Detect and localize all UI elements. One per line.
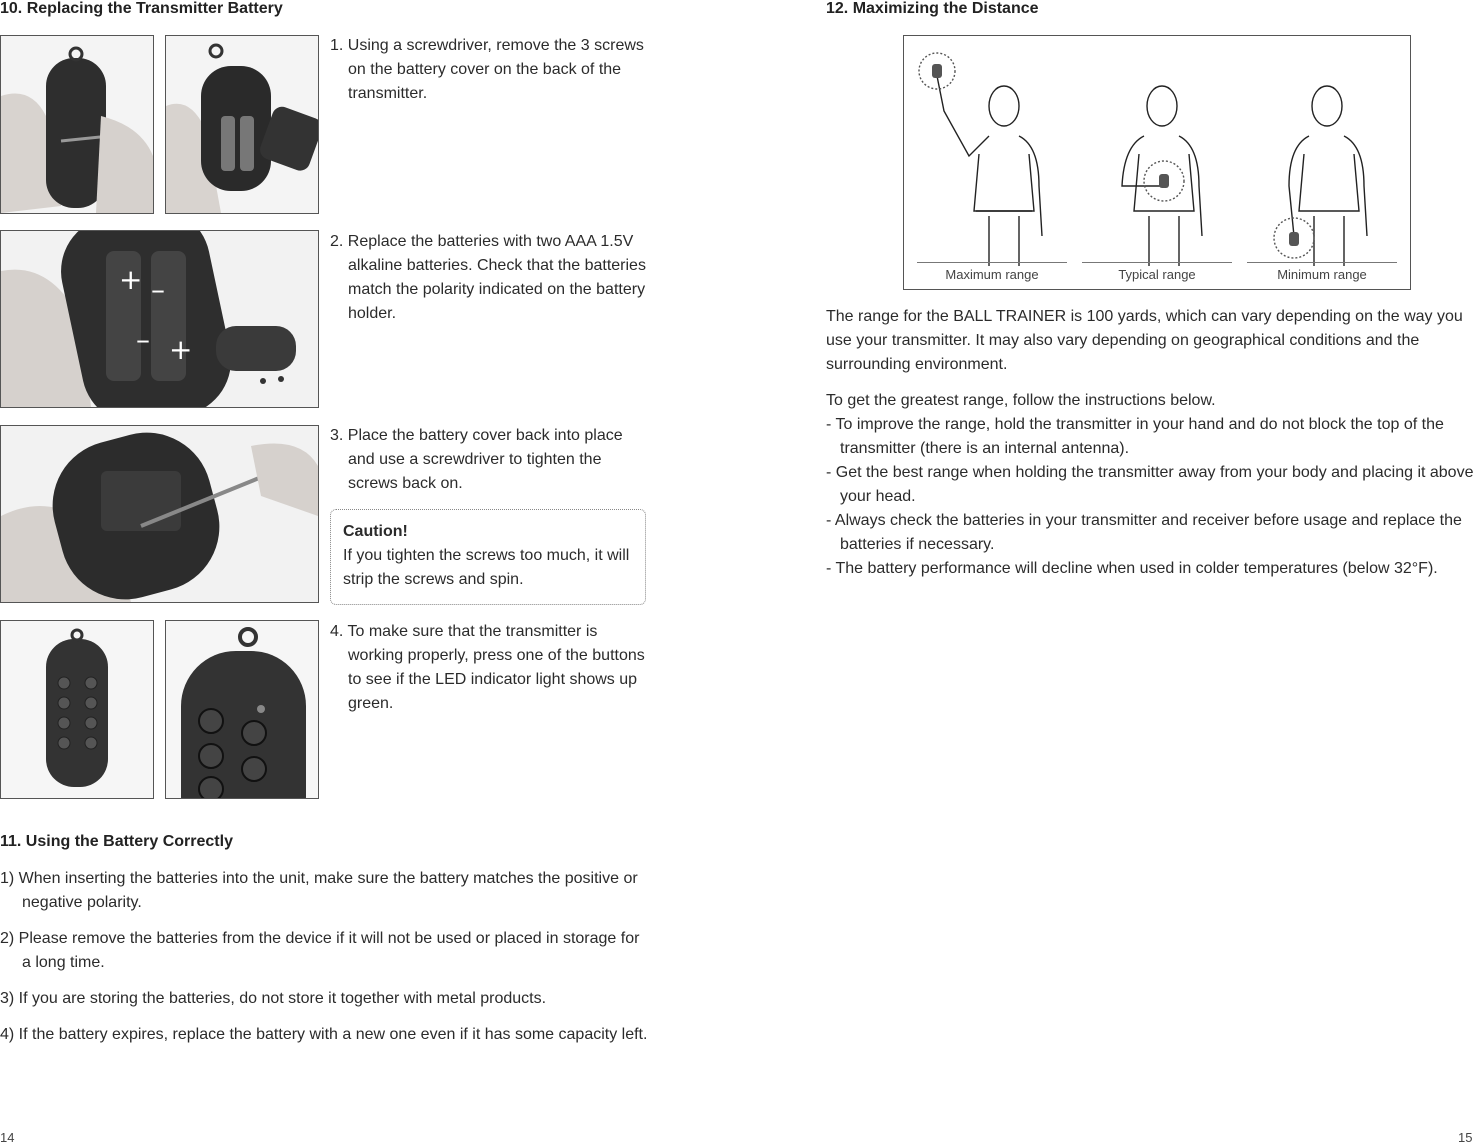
range-line-max bbox=[917, 262, 1067, 263]
label-maximum-range: Maximum range bbox=[945, 267, 1039, 282]
battery-item-3: 3) If you are storing the batteries, do not store it together with metal products. bbox=[0, 990, 547, 1007]
caution-text: If you tighten the screws too much, it will strip the screws and spin. bbox=[343, 547, 630, 588]
svg-text:+: + bbox=[119, 263, 143, 296]
range-line-min bbox=[1247, 262, 1397, 263]
photo-transmitter-closeup bbox=[165, 620, 319, 799]
range-bullet-2: - Get the best range when holding the transmitter away from your body and placing it above your head. bbox=[826, 464, 1474, 505]
step-2: 2. Replace the batteries with two AAA 1.5V alkaline batteries. Check that the batteries match the polarity indicated on the battery holder. bbox=[330, 233, 646, 322]
svg-text:–: – bbox=[151, 273, 165, 306]
photo-battery-polarity bbox=[0, 230, 319, 408]
photo-cover-screwdriver bbox=[0, 425, 319, 603]
section-10-title: 10. Replacing the Transmitter Battery bbox=[0, 0, 283, 17]
step-4: 4. To make sure that the transmitter is working properly, press one of the buttons to see if the LED indicator light shows up green. bbox=[330, 623, 645, 712]
range-bullet-3: - Always check the batteries in your transmitter and receiver before usage and replace the batteries if necessary. bbox=[826, 512, 1462, 553]
battery-item-4: 4) If the battery expires, replace the battery with a new one even if it has some capacity left. bbox=[0, 1026, 648, 1043]
svg-text:+: + bbox=[169, 333, 193, 366]
range-paragraph: The range for the BALL TRAINER is 100 yards, which can vary depending on the way you use your transmitter. It may also vary depending on geographical conditions and the surrounding environment. bbox=[826, 308, 1463, 373]
page-number-left: 14 bbox=[0, 1130, 15, 1145]
caution-title: Caution! bbox=[343, 523, 408, 540]
label-minimum-range: Minimum range bbox=[1277, 267, 1367, 282]
svg-text:–: – bbox=[136, 323, 150, 356]
caution-box bbox=[330, 509, 646, 605]
range-bullet-4: - The battery performance will decline when used in colder temperatures (below 32°F). bbox=[826, 560, 1438, 577]
range-figure bbox=[903, 35, 1411, 290]
range-intro: To get the greatest range, follow the instructions below. bbox=[826, 392, 1216, 409]
step-3: 3. Place the battery cover back into place and use a screwdriver to tighten the screws back on. bbox=[330, 427, 623, 492]
photo-open-battery-compartment bbox=[165, 35, 319, 214]
section-12-title: 12. Maximizing the Distance bbox=[826, 0, 1039, 17]
battery-item-2: 2) Please remove the batteries from the device if it will not be used or placed in storage for a long time. bbox=[0, 930, 640, 971]
battery-item-1: 1) When inserting the batteries into the unit, make sure the battery matches the positive or negative polarity. bbox=[0, 870, 638, 911]
photo-hand-screwdriver-back bbox=[0, 35, 154, 214]
page-number-right: 15 bbox=[1458, 1130, 1473, 1145]
section-11-title: 11. Using the Battery Correctly bbox=[0, 833, 233, 850]
range-line-typical bbox=[1082, 262, 1232, 263]
photo-transmitter-front bbox=[0, 620, 154, 799]
label-typical-range: Typical range bbox=[1118, 267, 1196, 282]
range-bullet-1: - To improve the range, hold the transmitter in your hand and do not block the top of the transmitter (there is an internal antenna). bbox=[826, 416, 1444, 457]
step-1: 1. Using a screwdriver, remove the 3 screws on the battery cover on the back of the transmitter. bbox=[330, 37, 644, 102]
